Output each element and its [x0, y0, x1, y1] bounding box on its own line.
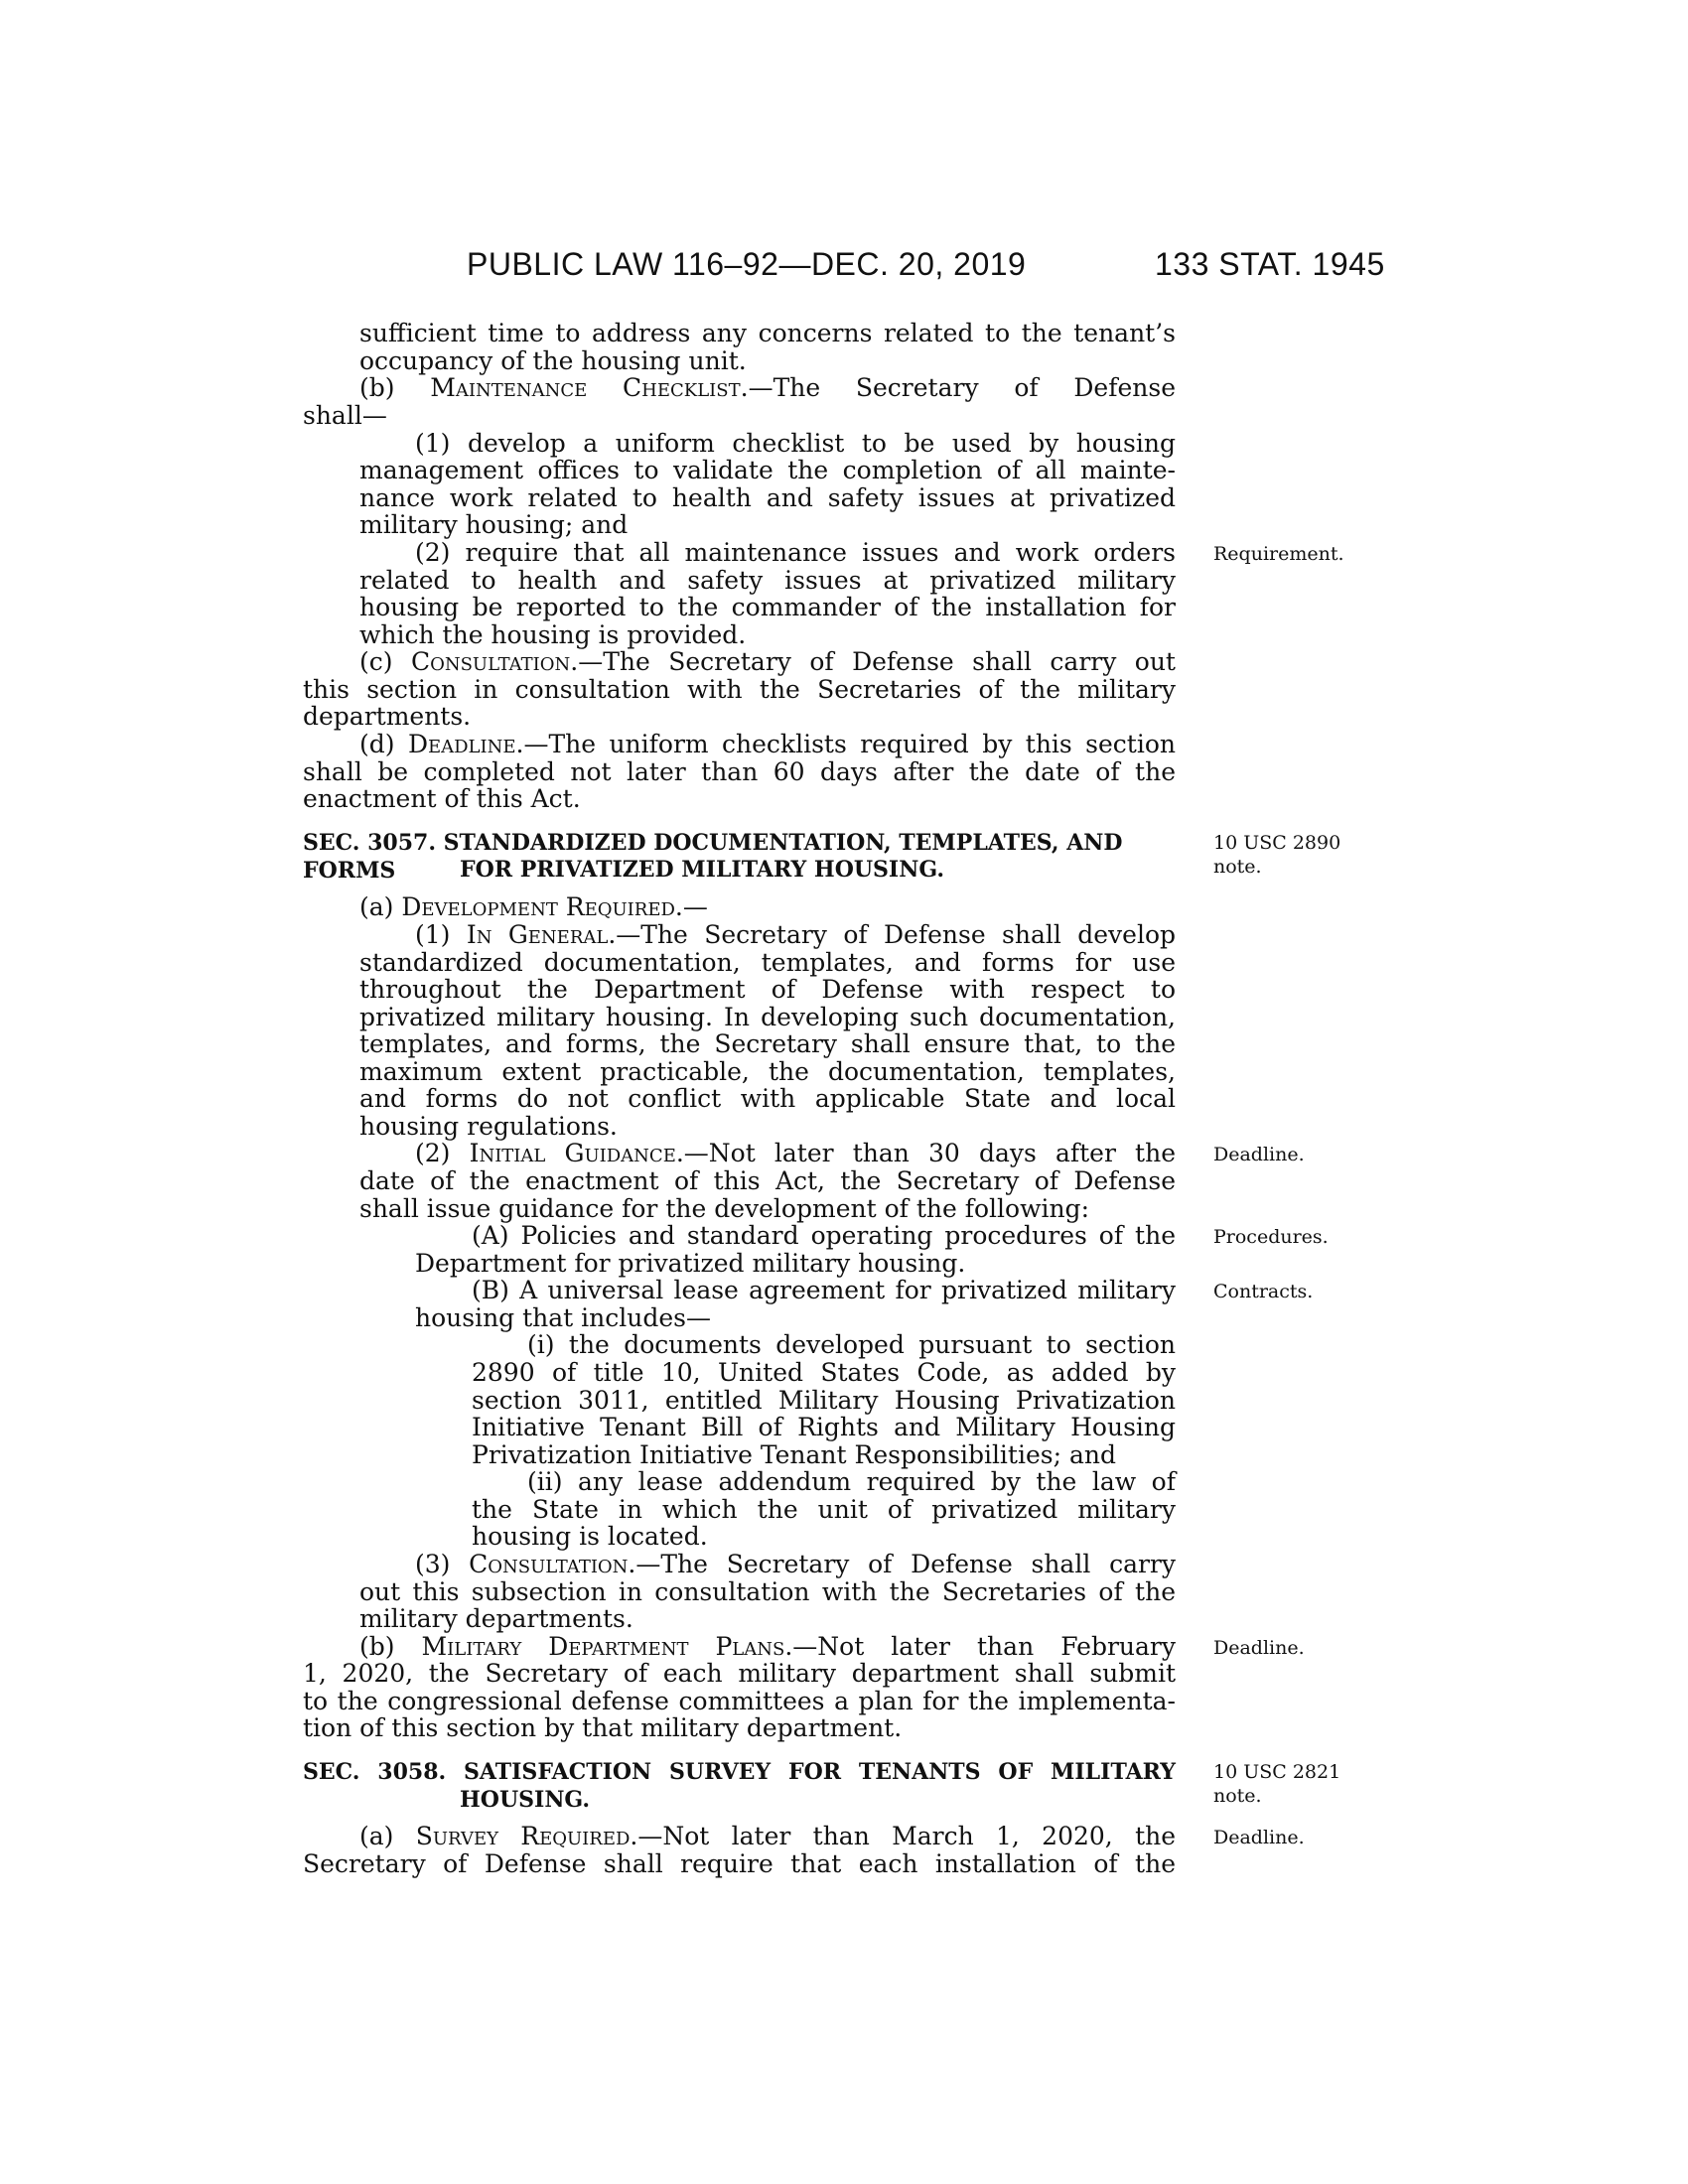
body-line: and forms do not conflict with applicable State and local	[359, 1084, 1176, 1113]
subsection-heading: Consultation.	[410, 647, 579, 676]
subsection-heading: Deadline.	[407, 730, 524, 758]
body-line: date of the enactment of this Act, the Secretary of Defense	[359, 1166, 1176, 1195]
margin-note: Deadline.	[1213, 1827, 1305, 1848]
margin-note: 10 USC 2890	[1213, 832, 1341, 854]
subsection-heading: Development Required.	[401, 892, 683, 921]
section-heading: SEC. 3057. STANDARDIZED DOCUMENTATION, TEMPLATES, AND FORMS	[303, 830, 1123, 884]
body-line: sufficient time to address any concerns related to the tenant’s	[359, 319, 1176, 347]
paragraph-heading: Initial Guidance.	[469, 1139, 684, 1167]
margin-note: Procedures.	[1213, 1226, 1329, 1248]
body-line: templates, and forms, the Secretary shall ensure that, to the	[359, 1029, 1176, 1058]
body-line: out this subsection in consultation with the Secretaries of the	[359, 1577, 1176, 1606]
body-line: tion of this section by that military department.	[303, 1713, 903, 1742]
body-line: this section in consultation with the Secretaries of the military	[303, 675, 1176, 704]
margin-note: Contracts.	[1213, 1281, 1314, 1302]
body-line: related to health and safety issues at privatized military	[359, 566, 1176, 595]
body-line: (c) Consultation.—The Secretary of Defense shall carry out	[359, 647, 1176, 676]
body-line: (3) Consultation.—The Secretary of Defense shall carry	[415, 1550, 1176, 1578]
body-line: Privatization Initiative Tenant Responsibilities; and	[472, 1440, 1116, 1469]
body-line: military housing; and	[359, 510, 629, 539]
body-line: housing is located.	[472, 1522, 708, 1551]
margin-note: note.	[1213, 856, 1262, 878]
body-line: enactment of this Act.	[303, 784, 581, 813]
margin-note: 10 USC 2821	[1213, 1761, 1341, 1783]
body-line: (i) the documents developed pursuant to section	[527, 1330, 1176, 1359]
body-line: (A) Policies and standard operating procedures of the	[472, 1221, 1176, 1250]
body-line: to the congressional defense committees a plan for the implementa-	[303, 1687, 1176, 1715]
body-line: (2) Initial Guidance.—Not later than 30 days after the	[415, 1139, 1176, 1167]
section-heading: FOR PRIVATIZED MILITARY HOUSING.	[460, 857, 944, 883]
body-line: standardized documentation, templates, and forms for use	[359, 948, 1176, 977]
body-line: shall issue guidance for the development of the following:	[359, 1194, 1089, 1223]
body-line: military departments.	[359, 1604, 633, 1633]
body-line: maximum extent practicable, the documentation, templates,	[359, 1057, 1176, 1086]
body-line: Initiative Tenant Bill of Rights and Military Housing	[472, 1413, 1176, 1441]
body-line: 2890 of title 10, United States Code, as added by	[472, 1358, 1176, 1387]
running-header: PUBLIC LAW 116–92—DEC. 20, 2019	[467, 246, 1027, 282]
paragraph-heading: In General.	[466, 920, 617, 949]
body-line: (d) Deadline.—The uniform checklists required by this section	[359, 730, 1176, 758]
body-line: Secretary of Defense shall require that each installation of the	[303, 1849, 1176, 1878]
body-line: nance work related to health and safety issues at privatized	[359, 483, 1176, 512]
subsection-heading: Maintenance Checklist.	[430, 373, 749, 402]
body-line: (a) Survey Required.—Not later than March 1, 2020, the	[359, 1822, 1177, 1850]
body-line: shall—	[303, 401, 387, 430]
margin-note: Requirement.	[1213, 543, 1344, 565]
body-line: 1, 2020, the Secretary of each military department shall submit	[303, 1659, 1176, 1688]
subsection-heading: Survey Required.	[415, 1822, 638, 1850]
body-line: occupancy of the housing unit.	[359, 346, 747, 375]
page-number: 133 STAT. 1945	[1155, 246, 1385, 282]
body-line: throughout the Department of Defense with respect to	[359, 975, 1176, 1004]
body-line: departments.	[303, 702, 472, 731]
body-line: (B) A universal lease agreement for privatized military	[472, 1276, 1176, 1304]
body-line: housing be reported to the commander of the installation for	[359, 593, 1176, 621]
body-line: (a) Development Required.—	[359, 892, 708, 921]
body-line: (b) Maintenance Checklist.—The Secretary of Defense	[359, 373, 1176, 402]
body-line: housing regulations.	[359, 1112, 618, 1141]
body-line: which the housing is provided.	[359, 620, 747, 649]
body-line: shall be completed not later than 60 days after the date of the	[303, 757, 1176, 786]
subsection-heading: Military Department Plans.	[421, 1632, 793, 1661]
body-line: privatized military housing. In developing such documentation,	[359, 1003, 1176, 1031]
section-heading: HOUSING.	[460, 1787, 591, 1813]
body-line: (b) Military Department Plans.—Not later than February	[359, 1632, 1176, 1661]
margin-note: note.	[1213, 1785, 1262, 1807]
section-heading: SEC. 3058. SATISFACTION SURVEY FOR TENANTS OF MILITARY	[303, 1759, 1176, 1785]
body-line: housing that includes—	[415, 1303, 711, 1332]
body-line: (ii) any lease addendum required by the law of	[527, 1467, 1176, 1496]
body-line: (1) develop a uniform checklist to be used by housing	[415, 429, 1176, 458]
body-line: management offices to validate the completion of all mainte-	[359, 456, 1176, 484]
body-line: (1) In General.—The Secretary of Defense shall develop	[415, 920, 1176, 949]
body-line: section 3011, entitled Military Housing Privatization	[472, 1386, 1176, 1415]
body-line: Department for privatized military housing.	[415, 1249, 966, 1278]
margin-note: Deadline.	[1213, 1144, 1305, 1165]
body-line: (2) require that all maintenance issues and work orders	[415, 538, 1176, 567]
body-line: the State in which the unit of privatized military	[472, 1495, 1176, 1524]
margin-note: Deadline.	[1213, 1637, 1305, 1659]
paragraph-heading: Consultation.	[469, 1550, 636, 1578]
